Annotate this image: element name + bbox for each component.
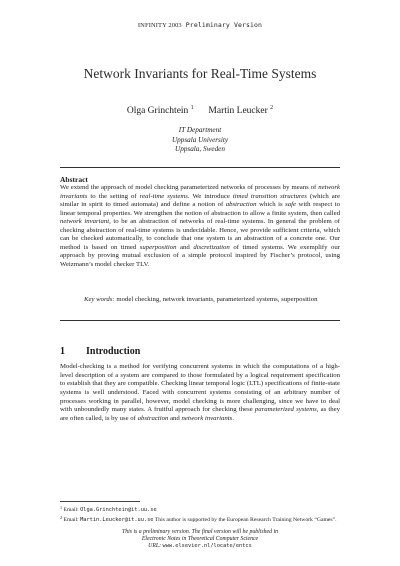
section-heading	[60, 346, 140, 357]
abstract-body: We extend the approach of model checking parameterized networks of processes by means of network invariants to the setting of real-time systems. We introduce timed transition structures (which are similar in spirit to timed automata) and define a notion of abstraction which is safe with respect to linear temporal properties. We strengthen the notion of abstraction to allow a finite system, then called network invariant, to be an abstraction of networks of real-time systems. In general the problem of checking abstraction of real-time systems is undecidable. Hence, we provide sufficient criteria, which can be checked automatically, to conclude that one system is an abstraction of a concrete one. Our method is based on timed superposition and discretization of timed systems. We exemplify our approach by proving mutual exclusion of a simple protocol inspired by Fischer’s protocol, using Weizmann’s model checker TLV.	[60, 184, 340, 268]
affiliation-department: IT Department	[178, 126, 222, 134]
keywords-label: Key words:	[84, 296, 115, 303]
keywords-text: model checking, network invariants, parameterized systems, superposition	[114, 296, 318, 303]
paper-title: Network Invariants for Real-Time Systems	[83, 66, 317, 81]
email-link[interactable]: Olga.Grinchtein@it.uu.se	[80, 507, 157, 513]
journal-url-link[interactable]: www.elsevier.nl/locate/entcs	[162, 543, 252, 549]
abstract-heading: Abstract	[60, 175, 88, 184]
affiliation-university: Uppsala University	[171, 135, 229, 144]
running-header	[0, 21, 400, 29]
author-footnote-mark: 1	[190, 105, 194, 111]
header-version: Preliminary Version	[185, 21, 263, 29]
header-venue: INFINITY 2003	[137, 22, 182, 29]
affiliation	[0, 126, 400, 155]
author-list	[0, 105, 400, 116]
abstract-top-rule	[60, 167, 340, 168]
email-link[interactable]: Martin.Leucker@it.uu.se	[80, 517, 154, 523]
abstract-bottom-rule	[60, 320, 340, 321]
footnote-rule	[60, 501, 140, 502]
author-name: Martin Leucker	[208, 106, 268, 116]
preliminary-notice: This is a preliminary version. The final version will be published in Electronic Notes in Theoretical Computer Science URL: www.elsevier.nl/locate/entcs	[122, 529, 278, 549]
introduction-body: Model-checking is a method for verifying concurrent systems in which the computations of a high-level description of a system are compared to those formulated by a logical requirement specification to establish that they are compatible. Checking linear temporal logic (LTL) specifications of finite-state systems is well understood. Faced with concurrent systems consisting of an arbitrary number of processes working in parallel, however, model checking is more challenging, since we have to deal with unboundedly many states. A fruitful approach for checking these parameterized systems, as they are often called, is by use of abstraction and network invariants.	[60, 363, 341, 422]
footnote: $^1$ Email: Olga.Grinchtein@it.uu.se	[60, 505, 157, 513]
keywords	[84, 296, 340, 305]
affiliation-city: Uppsala, Sweden	[175, 145, 225, 153]
author-name: Olga Grinchtein	[126, 106, 189, 116]
footnote: $^2$ Email: Martin.Leucker@it.uu.se This author is supported by the European Research Training Network “Games”.	[60, 515, 337, 523]
section-number: 1	[60, 346, 65, 357]
author-footnote-mark: 2	[270, 105, 274, 111]
footnotes	[60, 504, 340, 524]
section-title: Introduction	[86, 346, 141, 357]
